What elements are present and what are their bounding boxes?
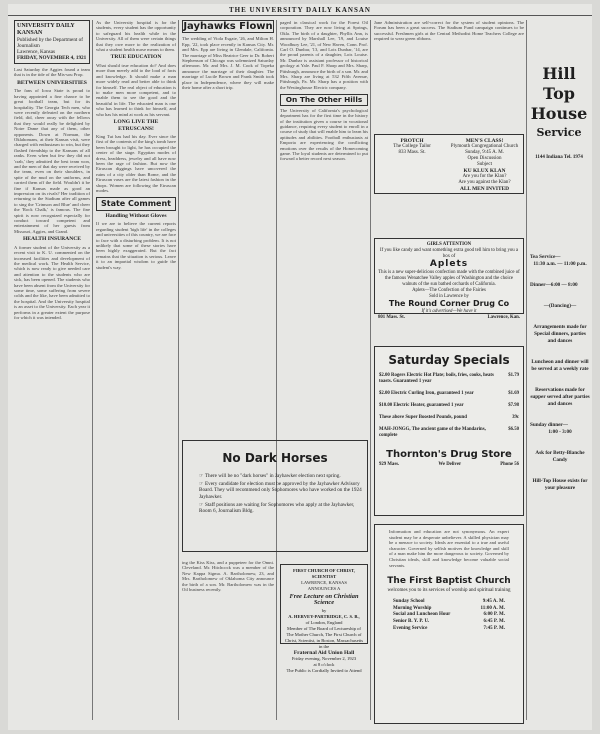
- column-4: [280, 20, 368, 438]
- special-desc: These above Super Boosted Pounds, pound: [379, 415, 467, 420]
- state-comment-heading: State Comment: [96, 197, 176, 210]
- service-name: Social and Luncheon Hour: [393, 612, 451, 618]
- science-church: FIRST CHURCH OF CHRIST, SCIENTIST: [293, 568, 355, 579]
- article-heading: BETWEEN UNIVERSITIES: [17, 79, 87, 86]
- special-desc: $2.00 Rogers Electric Hot Plate; boils, fries, cooks, heats toasts. Guaranteed 1 year: [379, 373, 494, 384]
- article-heading: TRUE EDUCATION: [110, 54, 162, 61]
- science-member: Member of The Board of Lectureship of The Mother Church, The First Church of Christ, Scientist, in Boston, Massachusetts: [284, 626, 364, 643]
- masthead-line: Lawrence, Kansas: [17, 49, 56, 55]
- aplets-city: Lawrence, Kan.: [487, 315, 520, 321]
- hill-invite: Hill-Top House exists for your pleasure: [532, 478, 588, 491]
- special-price: $6.50: [508, 427, 519, 432]
- science-date: Friday evening, November 2, 1923: [291, 656, 357, 661]
- article-body: A former student of the University as a recent visit to K. U. commented on the increased facilities and development of the medical work. The Health Service, which is now ready to give needed care and attention to the students who are sick, has been opened. The students who have been absent from the University for some time, some suffering from severe colds and the like, have been admitted to the hospital. And the University hospital is an asset to the University. Each year it performs in a greater extent the purpose for which it was intended.: [14, 244, 90, 321]
- article-body: What should true education do? And does more than merely add to the load of facts and knowledge. It should make a man more widely read and better able to think for himself. The real object of education is to make men more competent, and to enable them to see the good and the beautiful in life. The educated man is one who has learned to think for himself, and who has his mind at work as his servant.: [96, 62, 176, 117]
- protch-address: 833 Mass. St.: [398, 150, 426, 155]
- hill-tea-hours: 11:30 a.m. — 11:00 p.m.: [533, 261, 587, 267]
- special-price: $7.98: [508, 403, 519, 408]
- hill-sunday: Sunday dinner—: [530, 422, 568, 428]
- column-2: [96, 20, 176, 720]
- service-time: 9:45 A. M.: [482, 599, 505, 605]
- masthead: [14, 20, 90, 64]
- special-row: [379, 373, 519, 385]
- service-name: Sunday School: [393, 599, 425, 605]
- mens-class-church: Plymouth Congregational Church: [450, 144, 519, 149]
- column-rule: [92, 20, 93, 720]
- article-body: If we are to believe the current reports regarding student 'high life' in the colleges and universities of this country, we are face to face with a disturbing problem. It is not unlikely that some of these stories have been highly exaggerated. But the fact remains that the situation is serious. Leave it to an impartial wisdom to guide the student's way.: [96, 221, 176, 270]
- science-time: at 8 o'clock: [313, 662, 335, 667]
- science-speaker: A. HERVEY-PARTRIDGE, C. S. B.,: [288, 614, 360, 619]
- service-time: 6:00 P. M.: [483, 612, 505, 618]
- church-subtitle: welcomes you to its services of worship and spiritual training: [387, 588, 511, 594]
- col2-intro: As the University hospital is for the students, every student has the opportunity to safeguard his health while in the University. All of them were certain things that they owe more to the realization of what a student health nurse means to them.: [96, 20, 176, 53]
- masthead-line: Published by the Department of Journalism: [17, 37, 83, 49]
- mens-class-when: Sunday, 9:45 A. M.: [465, 150, 504, 155]
- special-row: [379, 415, 519, 421]
- science-city: LAWRENCE, KANSAS: [301, 580, 347, 585]
- protch-place: The College Tailor: [393, 144, 431, 149]
- dark-horses-item: ☞ There will be no "dark horses" in Jayhawker election next spring.: [199, 473, 341, 479]
- jayhawks-flown-heading: Jayhawks Flown: [183, 21, 273, 32]
- service-time: 7:45 P. M.: [483, 625, 505, 631]
- dark-horses-title: No Dark Horses: [222, 451, 328, 465]
- special-price: 39c: [512, 415, 519, 420]
- church-title: The First Baptist Church: [387, 576, 511, 587]
- column-1: [14, 20, 90, 720]
- special-price: $1.79: [508, 373, 519, 378]
- church-intro: Information and education are not synonymous. An expert student may be a desperate unbeliever. A skilled physician may be a menace to society. Ideals are essential to a true and useful character. Governed by selfish motives the knowledge and skill of a man make him the more dangerous to society. Governed by Christian ideals, skill and knowledge become valuable social servants.: [389, 529, 509, 568]
- article-heading: HEALTH INSURANCE: [22, 236, 82, 243]
- article-body: The wedding of Viola Esgate, '26, and Milton H. Epp, '22, took place recently in Kansas City. Mr. and Mrs. Epp are living in Glendale, California. The marriage of Miss Beatrice Geer to Dr. Robert Stephenson of Chicago was solemnized Saturday afternoon. Mr. and Mrs. J. M. Cook of Topeka announce the marriage of their daughter. The marriage of Lucile Brown and Frank Smith took place in Independence, where they will make their home after a short trip.: [182, 36, 274, 91]
- aplets-blurb: This is a new super-delicious confection made with the combined juice of the famous Wenatchee Valley apples of Washington and the choice walnuts of the sun bathed orchards of California.: [378, 270, 520, 287]
- aplets-name: Aplets: [429, 259, 469, 270]
- hill-sunday-hours: 1:00 - 3:00: [548, 429, 572, 435]
- column-rule: [526, 20, 527, 720]
- column-rule: [178, 20, 179, 720]
- masthead-title: UNIVERSITY DAILY KANSAN: [17, 23, 75, 36]
- science-of: of London, England: [305, 620, 343, 625]
- column-3-lower: [182, 560, 274, 720]
- baptist-church-ad: [374, 524, 524, 724]
- thornton-store: Thornton's Drug Store: [386, 449, 512, 460]
- aplets-offer: If you like candy and want something extra good tell him to bring you a box of: [379, 247, 518, 259]
- other-hills-heading: On The Other Hills: [280, 94, 368, 105]
- article-body: The fans of Iowa State is proud to having appointed a fine chance to be great football team, but for its hospitality. The Georgia Tech men, who were recently defeated on the northern field, did, cheer away with the fellows that they would really be delighted by Notre Dame that any of them, other opponents. Down at Norman, the Oklahomans, at their Kansas visit, were charged with enthusiasm to win, but they flashed friendship to the Kansans of all ranks. Even when but few they did not 'crab,' they admitted the best team won, and the men of that day were received by the team, even on their shoulders, in spite of the mud on the uniforms, and carried them off the field. Wouldn't it be fine if Kansas made as good an impression on its rivals? Her tradition of returning to the Stadium after all games to sing the 'Crimson and Blue' and cheer the 'Rock Chalk,' is famous. The fine spirit is now recognized especially for conduct toward competent and entertainment of her guests from Missouri, Aggies, and Grand.: [14, 88, 90, 234]
- article-subheading: Handling Without Gloves: [105, 212, 167, 219]
- science-hall: Fraternal Aid Union Hall: [293, 650, 355, 656]
- running-head: THE UNIVERSITY DAILY KANSAN: [8, 6, 592, 16]
- hill-arrangements: Arrangements made for Special dinners, parties and dances: [533, 324, 587, 344]
- hill-title-line: Top: [543, 84, 575, 103]
- hill-reservations: Reservations made for supper served after parties and dances: [530, 387, 590, 407]
- science-invite: The Public is Cordially Invited to Attend: [286, 668, 362, 673]
- protch-name: PROTCH: [400, 138, 424, 144]
- thornton-phone: Phone 56: [500, 462, 519, 467]
- special-price: $1.69: [508, 391, 519, 396]
- science-announces: ANNOUNCES A: [307, 586, 341, 591]
- dark-horses-ad: [182, 440, 368, 552]
- service-name: Senior B. Y. P. U.: [393, 618, 430, 624]
- col1-intro: Last Saturday the Aggies found a team that is in the tide of the Mis-sou Prop.: [14, 67, 90, 78]
- article-heading: LONG LIVE THE ETRUSCANS!: [113, 119, 159, 132]
- article-body: The University of California's psychological department has for the first time in the history of the institution given a course in vocational guidance, requiring every student to enroll in a course of study that will enable him to learn his aptitudes and abilities. Football enthusiasts at Emporia are experiencing the conflicting emotions over the results of the Homecoming game. The loyal students are determined to put forward a better record next season.: [280, 107, 368, 162]
- special-row: [379, 391, 519, 397]
- hill-luncheon: Luncheon and dinner will be served at a weekly rate: [531, 359, 589, 372]
- article-body: King Tut has had his day. Ever since the first of the contents of the king's tomb have been brought to light, he has occupied the center of the stage. Egyptian modes of dress, headdress, jewelry and all have now been the rage of fashion. But now the Etruscan diggings have uncovered the ruins of a city older than Rome, and the Etruscan vases are the latest fashion in the shops. Women are following the Etruscan modes.: [96, 134, 176, 194]
- column-rule: [276, 20, 277, 720]
- service-row: [393, 612, 505, 619]
- hill-service: Service: [536, 126, 582, 139]
- mens-class-discussion: Open Discussion: [467, 156, 502, 161]
- aplets-address: 801 Mass. St.: [378, 315, 405, 321]
- saturday-title: Saturday Specials: [388, 353, 510, 367]
- special-row: [379, 427, 519, 439]
- aplets-store: The Round Corner Drug Co: [388, 299, 510, 309]
- thornton-deliver: We Deliver: [438, 462, 462, 467]
- service-name: Morning Worship: [393, 605, 432, 611]
- aplets-pre: GIRLS ATTENTION: [426, 242, 472, 247]
- mens-class-invite: ALL MEN INVITED: [459, 186, 510, 192]
- column-3: [182, 20, 274, 438]
- article-body: Jane Administration are self-correct for the system of student opinions. The Forum has been a great success. The Stadium Fund campaign continues to be successful. Freshmen girls at the Central Methodist Home Teachers College are required to wear green ribbons.: [374, 20, 524, 42]
- special-desc: $10.00 Electric Heater, guaranteed 1 year: [379, 403, 464, 408]
- hill-dancing: —(Dancing)—: [543, 303, 577, 309]
- special-desc: MAH-JONGG, The ancient game of the Mandarins, complete: [379, 427, 486, 438]
- aplets-sold: Sold in Lawrence by: [429, 293, 469, 299]
- christian-science-ad: [280, 564, 368, 673]
- dark-horses-item: ☞ Every candidate for election must be approved by the Jayhawker Advisory Board. They will recommend only Sophomores who have worked on the 1924 Jayhawker.: [199, 481, 362, 500]
- hill-dinner: Dinner—6:00 — 8:00: [530, 282, 578, 288]
- hill-title-line: House: [530, 104, 588, 123]
- mens-class-topic: KU KLUX KLAN: [463, 168, 506, 174]
- science-lecture: Free Lecture on Christian Science: [289, 593, 359, 606]
- service-row: [393, 606, 505, 613]
- special-desc: $2.00 Electric Curling Iron, guaranteed 1 year: [379, 391, 474, 396]
- science-in-the: in the: [318, 644, 330, 649]
- saturday-specials-ad: [374, 346, 524, 516]
- hill-top-menu: [530, 254, 590, 506]
- column-rule: [370, 20, 371, 720]
- service-row: [393, 599, 505, 606]
- protch-and-mens-class-ad: [374, 134, 524, 194]
- service-time: 11:00 A. M.: [480, 605, 505, 611]
- hill-address: 1144 Indiana Tel. 1974: [535, 155, 583, 160]
- aplets-maker: Aplets—The Confection of the Fairies: [412, 287, 486, 293]
- service-name: Evening Service: [393, 625, 428, 631]
- mens-class-question: Are you for the Klan?: [462, 174, 507, 179]
- service-time: 6:45 P. M.: [483, 618, 505, 624]
- service-row: [393, 626, 505, 633]
- mens-class-title: MEN'S CLASS!: [465, 138, 504, 144]
- hill-title-line: Hill: [542, 64, 576, 83]
- aplets-ad: [374, 238, 524, 321]
- aplets-guarantee: If it's advertised—We have it: [421, 309, 477, 315]
- masthead-date: FRIDAY, NOVEMBER 4, 1921: [17, 55, 87, 61]
- newspaper-page: [8, 4, 592, 730]
- thornton-address: 929 Mass.: [379, 462, 400, 467]
- article-body: ing the Kiss Kiss, and a puppeteer for the Omni. Cleveland. Mr. Hitchcock was a member of the New Kappa Sigma. A. Bartholomew, 23, and Mrs. Bartholomew of Oklahoma City announce the birth of a son. Mr. Bartholomew was in the Oil business recently.: [182, 560, 274, 593]
- hill-tea: Tea Service—: [530, 254, 561, 260]
- service-row: [393, 619, 505, 626]
- mens-class-question: Are you against the Klan?: [458, 180, 511, 185]
- science-by: by: [321, 608, 327, 613]
- hill-candy: Ask for Betty-Blanche Candy: [535, 450, 585, 463]
- hill-top-house-ad: [528, 64, 590, 160]
- dark-horses-item: ☞ Staff positions are waiting for Sophomores who apply at the Jayhawker, Room 6, Journalism Bldg.: [199, 501, 355, 515]
- column-5: [374, 20, 524, 130]
- special-row: [379, 403, 519, 409]
- article-body: paged in classical work for the Forest Oil corporation. They are now living at Springs, Okla. The birth of a daughter, Phyllis Ann, is announced by Marshall Lee, '19, and Louise Woodbury Lee, '21, of New Haven, Conn. Prof. Carl O. Dunbar, '13, and Lois Dunbar, '14, are the proud parents of a daughter, Lois Louise. Mr. Dunbar is assistant professor of historical geology at Yale. Paul F. Sharp and Mrs. Sharp, Pittsburgh, announce the birth of a son. Mr. and Mrs. Sharp are living at 532 Fifth Avenue, Pittsburgh, Pa. Mr. Sharp has a position with the Westinghouse Electric company.: [280, 20, 368, 90]
- mens-class-subject-label: Subject: [477, 162, 492, 167]
